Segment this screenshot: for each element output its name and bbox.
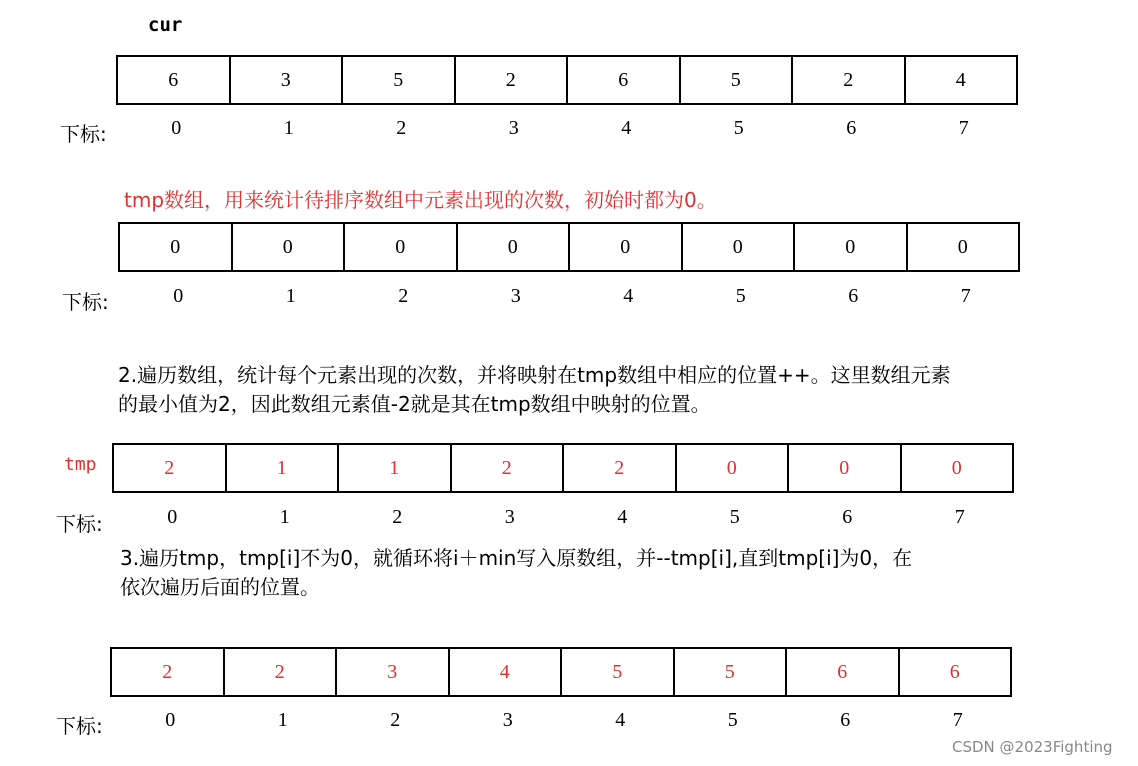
step3-line1: 3.遍历tmp，tmp[i]不为0，就循环将i＋min写入原数组，并--tmp[i],直到tmp[i]为0，在	[120, 546, 913, 570]
index-value: 2	[392, 506, 403, 528]
index-row-4	[114, 709, 1014, 732]
step2-line1: 2.遍历数组，统计每个元素出现的次数，并将映射在tmp数组中相应的位置++。这里数组元素	[118, 363, 951, 387]
array-cell: 0	[677, 445, 790, 491]
array-cell: 0	[951, 456, 962, 479]
index-value: 3	[508, 117, 519, 139]
step2-line2: 的最小值为2，因此数组元素值-2就是其在tmp数组中映射的位置。	[118, 392, 711, 416]
cur-label: cur	[148, 14, 183, 36]
index-value: 5	[729, 506, 740, 528]
index-row-3	[116, 506, 1016, 529]
array-cell: 5	[562, 649, 675, 695]
array-cell: 0	[120, 224, 233, 270]
index-value: 4	[617, 506, 628, 528]
index-value: 0	[173, 285, 184, 307]
index-value: 0	[165, 709, 176, 731]
index-value: 4	[623, 285, 634, 307]
array-cell: 2	[225, 649, 338, 695]
cur-array	[116, 55, 1018, 105]
index-value: 1	[285, 285, 296, 307]
array-cell: 1	[227, 445, 340, 491]
array-cell: 2	[564, 445, 677, 491]
index-label-3: 下标:	[56, 512, 103, 536]
array-cell: 0	[683, 224, 796, 270]
step3-line2: 依次遍历后面的位置。	[120, 575, 320, 599]
index-value: 5	[733, 117, 744, 139]
index-value: 6	[840, 709, 851, 731]
array-cell: 0	[345, 224, 458, 270]
array-cell: 5	[681, 57, 794, 103]
array-cell: 3	[231, 57, 344, 103]
step3-note	[120, 544, 912, 602]
index-value: 6	[846, 117, 857, 139]
array-cell: 0	[789, 445, 902, 491]
index-value: 5	[727, 709, 738, 731]
array-cell: 5	[343, 57, 456, 103]
index-value: 7	[954, 506, 965, 528]
step2-note	[118, 361, 951, 419]
array-cell: 6	[949, 660, 960, 683]
index-label-2: 下标:	[62, 290, 109, 314]
tmp-description: tmp数组，用来统计待排序数组中元素出现的次数，初始时都为0。	[124, 188, 717, 212]
array-cell: 0	[233, 224, 346, 270]
index-row-1	[120, 117, 1020, 140]
index-label-1: 下标:	[60, 122, 107, 146]
array-cell: 4	[450, 649, 563, 695]
array-cell: 2	[114, 445, 227, 491]
tmp-count-array	[112, 443, 1014, 493]
index-value: 4	[621, 117, 632, 139]
index-value: 4	[615, 709, 626, 731]
index-value: 7	[960, 285, 971, 307]
index-value: 2	[396, 117, 407, 139]
array-cell: 6	[118, 57, 231, 103]
array-cell: 2	[452, 445, 565, 491]
result-array	[110, 647, 1012, 697]
array-cell: 2	[112, 649, 225, 695]
index-value: 3	[510, 285, 521, 307]
array-cell: 0	[795, 224, 908, 270]
array-cell: 0	[570, 224, 683, 270]
watermark: CSDN @2023Fighting	[952, 738, 1113, 756]
index-value: 1	[283, 117, 294, 139]
index-value: 6	[842, 506, 853, 528]
tmp-init-array	[118, 222, 1020, 272]
array-cell: 0	[458, 224, 571, 270]
index-value: 7	[952, 709, 963, 731]
index-value: 7	[958, 117, 969, 139]
array-cell: 3	[337, 649, 450, 695]
array-cell: 6	[787, 649, 900, 695]
array-cell: 5	[675, 649, 788, 695]
array-cell: 2	[456, 57, 569, 103]
index-label-4: 下标:	[56, 714, 103, 738]
array-cell: 4	[955, 68, 966, 91]
index-value: 6	[848, 285, 859, 307]
index-value: 1	[277, 709, 288, 731]
index-value: 5	[735, 285, 746, 307]
index-value: 3	[504, 506, 515, 528]
index-row-2	[122, 285, 1022, 308]
array-cell: 0	[957, 235, 968, 258]
index-value: 2	[390, 709, 401, 731]
tmp-label: tmp	[64, 454, 97, 475]
index-value: 2	[398, 285, 409, 307]
index-value: 0	[167, 506, 178, 528]
array-cell: 6	[568, 57, 681, 103]
index-value: 1	[279, 506, 290, 528]
index-value: 0	[171, 117, 182, 139]
array-cell: 2	[793, 57, 906, 103]
array-cell: 1	[339, 445, 452, 491]
index-value: 3	[502, 709, 513, 731]
